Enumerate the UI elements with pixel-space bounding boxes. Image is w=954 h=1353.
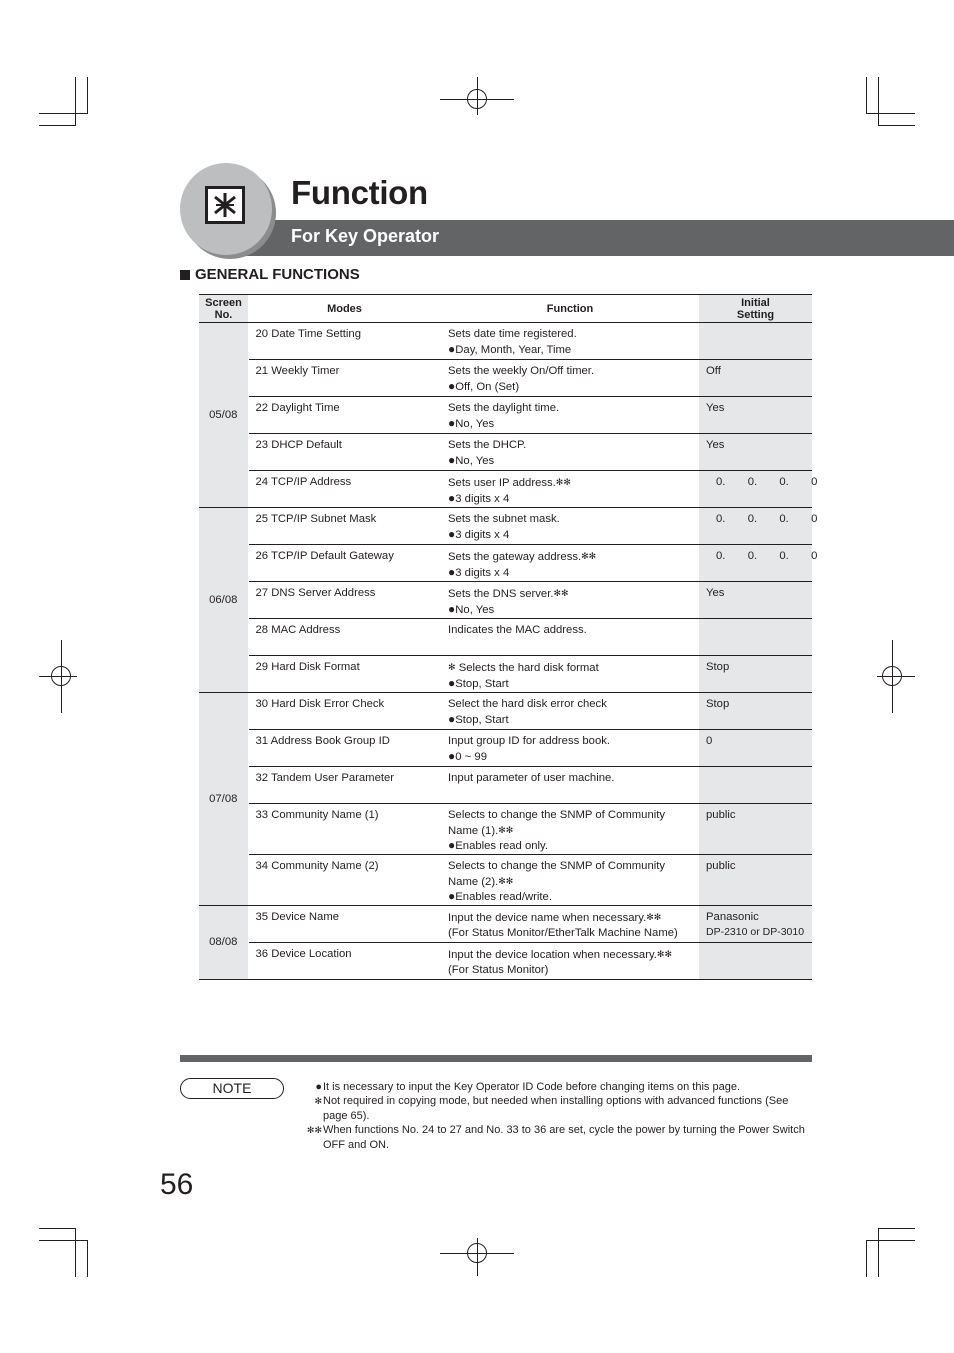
initial-setting-cell: 0	[699, 730, 812, 767]
page-title: Function	[291, 174, 428, 211]
initial-setting-cell: public	[699, 855, 812, 906]
double-asterisk-icon: ✻✻	[498, 824, 514, 835]
table-row	[199, 471, 812, 508]
double-asterisk-icon: ✻✻	[656, 949, 673, 959]
crop-mark	[39, 125, 76, 126]
bullet-icon: ●	[448, 378, 456, 393]
double-asterisk-icon: ✻✻	[498, 875, 514, 886]
initial-setting-cell: Stop	[699, 656, 812, 693]
double-asterisk-icon: ✻✻	[306, 1125, 322, 1136]
function-cell: Sets user IP address.✻✻ ●3 digits x 4	[441, 471, 699, 508]
table-row	[199, 397, 812, 434]
table-row	[199, 434, 812, 471]
crop-mark	[866, 1240, 867, 1277]
initial-setting-cell: public	[699, 804, 812, 855]
initial-setting-cell: 0. 0. 0. 0	[699, 545, 812, 582]
table-row	[199, 656, 812, 693]
function-cell: Selects to change the SNMP of Community Name (2).✻✻ ●Enables read/write.	[441, 855, 699, 906]
mode-cell: 22 Daylight Time	[248, 397, 441, 434]
registration-mark	[51, 666, 71, 686]
initial-setting-cell: Yes	[699, 434, 812, 471]
header-function: Function	[441, 295, 699, 323]
general-functions-table	[199, 294, 818, 980]
function-cell: Sets the subnet mask. ●3 digits x 4	[441, 508, 699, 545]
bullet-icon: ●	[448, 490, 456, 505]
table-row	[199, 855, 812, 906]
bullet-icon: ●	[448, 889, 456, 904]
bullet-icon: ●	[448, 711, 456, 726]
bullet-icon: ●	[448, 564, 456, 579]
note-item: ● It is necessary to input the Key Operator ID Code before changing items on this page.	[304, 1080, 814, 1094]
crop-mark	[39, 113, 88, 114]
function-cell: Input group ID for address book. ●0 ~ 99	[441, 730, 699, 767]
header-initial-setting: Initial Setting	[699, 295, 812, 323]
crop-mark	[878, 1228, 879, 1277]
function-cell: Sets the daylight time. ●No, Yes	[441, 397, 699, 434]
table-row	[199, 906, 812, 943]
mode-cell: 32 Tandem User Parameter	[248, 767, 441, 804]
bullet-icon: ●	[448, 675, 456, 690]
bullet-icon: ●	[448, 838, 456, 853]
registration-mark	[467, 1243, 487, 1263]
table-row	[199, 619, 812, 656]
table-row	[199, 804, 812, 855]
bullet-icon: ●	[448, 601, 456, 616]
screen-number-cell: 08/08	[199, 906, 248, 980]
section-heading	[180, 266, 360, 283]
initial-setting-cell	[699, 767, 812, 804]
page-number: 56	[160, 1168, 194, 1201]
crop-mark	[87, 1240, 88, 1277]
table-row	[199, 730, 812, 767]
double-asterisk-icon: ✻✻	[553, 588, 569, 598]
function-cell: Input the device name when necessary.✻✻ (For Status Monitor/EtherTalk Machine Name)	[441, 906, 699, 943]
function-cell: Input the device location when necessary.✻✻ (For Status Monitor)	[441, 943, 699, 980]
table-row	[199, 767, 812, 804]
crop-mark	[866, 1240, 915, 1241]
asterisk-function-icon	[205, 186, 245, 224]
screen-number-cell: 05/08	[199, 323, 248, 508]
registration-mark	[882, 666, 902, 686]
crop-mark	[866, 77, 867, 114]
function-cell: Selects to change the SNMP of Community Name (1).✻✻ ●Enables read only.	[441, 804, 699, 855]
mode-cell: 27 DNS Server Address	[248, 582, 441, 619]
mode-cell: 20 Date Time Setting	[248, 323, 441, 360]
initial-setting-cell	[699, 619, 812, 656]
mode-cell: 36 Device Location	[248, 943, 441, 980]
bullet-icon: ●	[448, 341, 456, 356]
crop-mark	[75, 77, 76, 126]
crop-mark	[878, 125, 915, 126]
registration-mark	[467, 89, 487, 109]
bullet-icon: ●	[448, 526, 456, 541]
initial-setting-cell: 0. 0. 0. 0	[699, 508, 812, 545]
square-bullet-icon	[180, 270, 190, 280]
table-row	[199, 545, 812, 582]
function-cell: Select the hard disk error check ●Stop, Start	[441, 693, 699, 730]
header-modes: Modes	[248, 295, 441, 323]
crop-mark	[878, 77, 879, 126]
mode-cell: 23 DHCP Default	[248, 434, 441, 471]
double-asterisk-icon: ✻✻	[555, 477, 571, 487]
initial-setting-cell: Stop	[699, 693, 812, 730]
section-title: GENERAL FUNCTIONS	[195, 266, 360, 283]
table-row	[199, 323, 812, 360]
double-asterisk-icon: ✻✻	[646, 912, 662, 922]
crop-mark	[39, 1240, 88, 1241]
initial-setting-cell: Off	[699, 360, 812, 397]
footer-rule	[180, 1055, 812, 1062]
double-asterisk-icon: ✻✻	[581, 551, 597, 561]
bullet-icon: ●	[448, 748, 456, 763]
crop-mark	[866, 113, 915, 114]
crop-mark	[878, 1228, 915, 1229]
asterisk-icon: ✻	[314, 1096, 322, 1107]
mode-cell: 30 Hard Disk Error Check	[248, 693, 441, 730]
mode-cell: 21 Weekly Timer	[248, 360, 441, 397]
table-row	[199, 693, 812, 730]
function-cell: ✻ Selects the hard disk format ●Stop, Start	[441, 656, 699, 693]
initial-setting-cell: Panasonic DP-2310 or DP-3010	[699, 906, 812, 943]
mode-cell: 35 Device Name	[248, 906, 441, 943]
crop-mark	[39, 1228, 76, 1229]
table-row	[199, 582, 812, 619]
table-row	[199, 943, 812, 980]
mode-cell: 29 Hard Disk Format	[248, 656, 441, 693]
function-cell: Input parameter of user machine.	[441, 767, 699, 804]
note-item: ✻ Not required in copying mode, but needed when installing options with advanced functions (See page 65).	[304, 1094, 814, 1123]
notes-list	[304, 1080, 814, 1152]
function-cell: Sets the gateway address.✻✻ ●3 digits x 4	[441, 545, 699, 582]
table-row	[199, 360, 812, 397]
header-screen-no: Screen No.	[199, 295, 248, 323]
mode-cell: 24 TCP/IP Address	[248, 471, 441, 508]
initial-setting-cell	[699, 323, 812, 360]
function-cell: Sets the DHCP. ●No, Yes	[441, 434, 699, 471]
crop-mark	[87, 77, 88, 114]
function-cell: Sets the DNS server.✻✻ ●No, Yes	[441, 582, 699, 619]
mode-cell: 33 Community Name (1)	[248, 804, 441, 855]
function-cell: Sets date time registered. ●Day, Month, Year, Time	[441, 323, 699, 360]
mode-cell: 25 TCP/IP Subnet Mask	[248, 508, 441, 545]
mode-cell: 26 TCP/IP Default Gateway	[248, 545, 441, 582]
mode-cell: 31 Address Book Group ID	[248, 730, 441, 767]
table-row	[199, 508, 812, 545]
note-item: ✻✻ When functions No. 24 to 27 and No. 33 to 36 are set, cycle the power by turning the Power Switch OFF and ON.	[304, 1123, 814, 1152]
bullet-icon: ●	[315, 1081, 322, 1093]
screen-number-cell: 06/08	[199, 508, 248, 693]
bullet-icon: ●	[448, 452, 456, 467]
mode-cell: 28 MAC Address	[248, 619, 441, 656]
initial-setting-cell	[699, 943, 812, 980]
page-subtitle: For Key Operator	[291, 226, 440, 246]
mode-cell: 34 Community Name (2)	[248, 855, 441, 906]
asterisk-icon: ✻	[448, 662, 456, 672]
bullet-icon: ●	[448, 415, 456, 430]
initial-setting-cell: Yes	[699, 582, 812, 619]
function-cell: Sets the weekly On/Off timer. ●Off, On (Set)	[441, 360, 699, 397]
crop-mark	[75, 1228, 76, 1277]
function-cell: Indicates the MAC address.	[441, 619, 699, 656]
note-label: NOTE	[180, 1078, 284, 1099]
initial-setting-cell: Yes	[699, 397, 812, 434]
screen-number-cell: 07/08	[199, 693, 248, 906]
initial-setting-cell: 0. 0. 0. 0	[699, 471, 812, 508]
